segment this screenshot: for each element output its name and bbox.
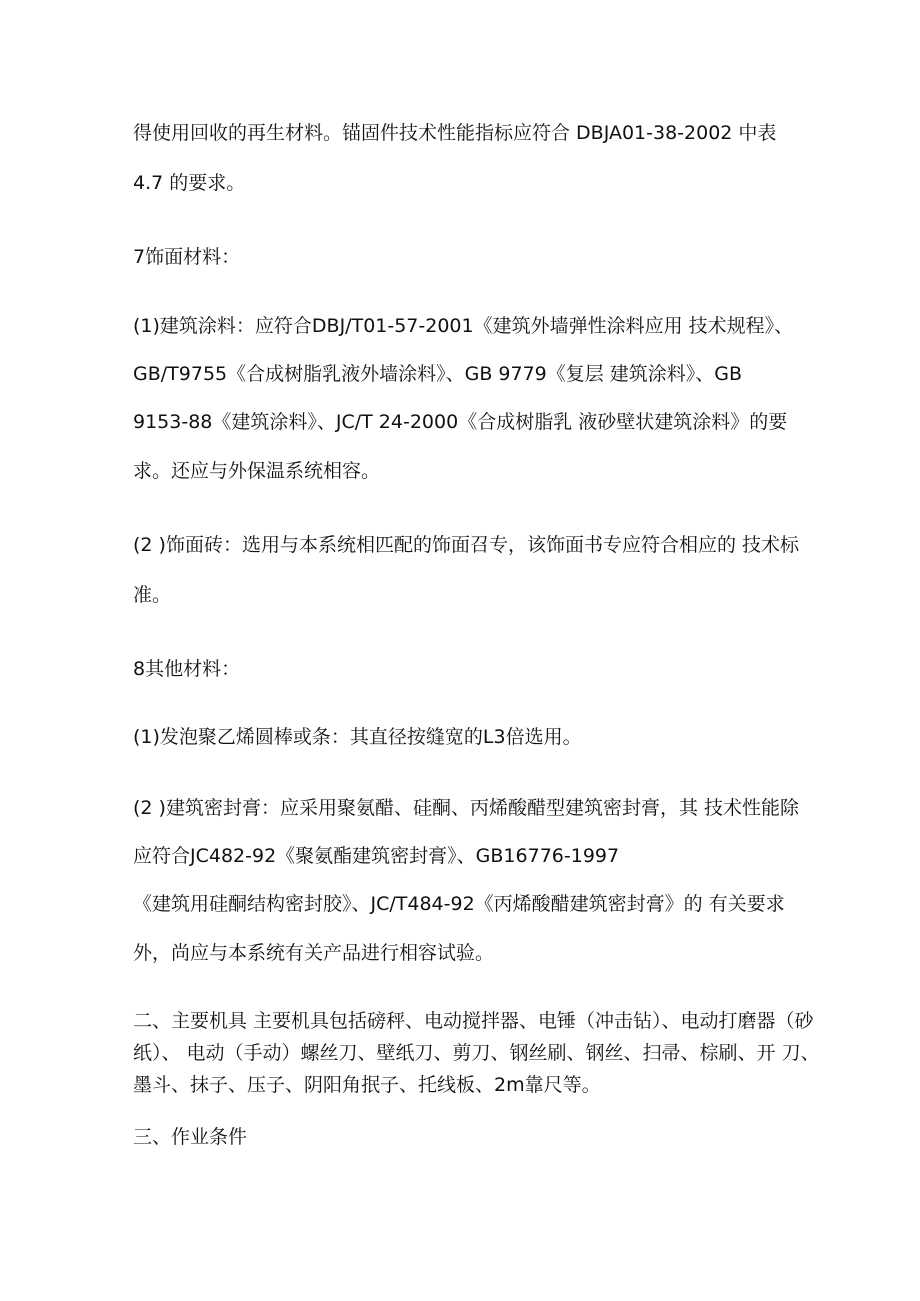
text-line: GB/T9755《合成树脂乳液外墙涂料》、GB 9779《复层 建筑涂料》、GB (133, 363, 743, 385)
section-heading: 二、主要机具 主要机具包括磅秤、电动搅拌器、电锤（冲击钻）、电动打磨器（砂 (133, 1010, 814, 1032)
text-line: 纸）、 电动（手动）螺丝刀、壁纸刀、剪刀、钢丝刷、钢丝、扫帚、棕刷、开 刀、 (133, 1042, 820, 1064)
text-line: 《建筑用硅酮结构密封胶》、JC/T484-92《丙烯酸醋建筑密封膏》的 有关要求 (133, 893, 785, 915)
text-line: (2 )饰面砖：选用与本系统相匹配的饰面召专，该饰面书专应符合相应的 技术标 (133, 534, 799, 556)
section-heading: 8其他材料： (133, 658, 241, 680)
text-line: 墨斗、抹子、压子、阴阳角抿子、托线板、2m靠尺等。 (133, 1074, 601, 1096)
section-heading: 三、作业条件 (133, 1126, 248, 1148)
text-line: 外，尚应与本系统有关产品进行相容试验。 (133, 942, 495, 964)
text-line: 4.7 的要求。 (133, 172, 246, 194)
text-line: 9153-88《建筑涂料》、JC/T 24-2000《合成树脂乳 液砂壁状建筑涂料》的要 (133, 411, 788, 433)
text-line: (1)发泡聚乙烯圆棒或条：其直径按缝宽的L3倍选用。 (133, 726, 582, 748)
text-line: 求。还应与外保温系统相容。 (133, 460, 381, 482)
text-line: (1)建筑涂料：应符合DBJ/T01-57-2001《建筑外墙弹性涂料应用 技术规程》、 (133, 315, 794, 337)
text-line: (2 )建筑密封膏：应采用聚氨醋、硅酮、丙烯酸醋型建筑密封膏，其 技术性能除 (133, 797, 799, 819)
section-heading: 7饰面材料： (133, 246, 241, 268)
text-line: 准。 (133, 584, 172, 606)
text-line: 得使用回收的再生材料。锚固件技术性能指标应符合 DBJA01-38-2002 中表 (133, 122, 777, 144)
text-line: 应符合JC482-92《聚氨酯建筑密封膏》、GB16776-1997 (133, 845, 620, 867)
